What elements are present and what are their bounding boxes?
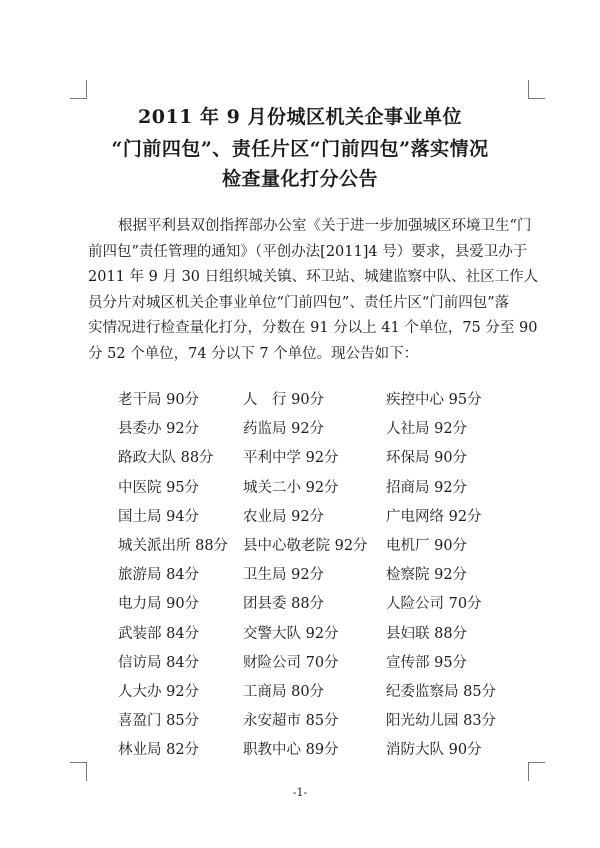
score-row xyxy=(118,476,518,505)
body-line: 员分片对城区机关企事业单位“门前四包”、责任片区“门前四包”落 xyxy=(88,294,510,311)
score-list xyxy=(118,388,518,767)
score-entry: 纪委监察局 85分 xyxy=(386,683,497,700)
score-row xyxy=(118,709,518,738)
score-entry: 路政大队 88分 xyxy=(118,450,214,467)
score-entry: 检察院 92分 xyxy=(386,567,468,584)
score-entry: 人社局 92分 xyxy=(386,421,468,438)
score-entry: 林业局 82分 xyxy=(118,742,200,759)
score-entry: 电力局 90分 xyxy=(118,596,200,613)
score-row xyxy=(118,534,518,563)
score-entry: 广电网络 92分 xyxy=(386,508,482,525)
score-entry: 疾控中心 95分 xyxy=(386,392,482,408)
score-entry: 永安超市 85分 xyxy=(243,713,339,730)
score-entry: 旅游局 84分 xyxy=(118,567,200,584)
score-entry: 城关二小 92分 xyxy=(243,479,339,496)
score-entry: 人大办 92分 xyxy=(118,683,200,700)
score-entry: 人 行 90分 xyxy=(243,392,325,408)
body-line: 分 52 个单位，74 分以下 7 个单位。现公告如下： xyxy=(88,345,419,362)
crop-mark-top-left xyxy=(70,80,87,99)
score-entry: 交警大队 92分 xyxy=(243,625,339,642)
score-entry: 县妇联 88分 xyxy=(386,625,468,642)
score-entry: 平利中学 92分 xyxy=(243,450,339,467)
score-row xyxy=(118,622,518,651)
score-entry: 卫生局 92分 xyxy=(243,567,325,584)
title-line-2: “门前四包”、责任片区“门前四包”落实情况 xyxy=(111,138,489,160)
score-entry: 县委办 92分 xyxy=(118,421,200,438)
score-entry: 喜盈门 85分 xyxy=(118,713,200,730)
crop-mark-bottom-right xyxy=(528,762,545,781)
score-row xyxy=(118,738,518,767)
score-entry: 工商局 80分 xyxy=(243,683,325,700)
score-entry: 招商局 92分 xyxy=(386,479,468,496)
body-line: 实情况进行检查量化打分，分数在 91 分以上 41 个单位，75 分至 90 xyxy=(88,320,538,336)
title-line-3: 检查量化打分公告 xyxy=(221,168,378,190)
crop-mark-top-right xyxy=(528,80,545,99)
score-row xyxy=(118,388,518,417)
score-entry: 电机厂 90分 xyxy=(386,537,468,554)
score-entry: 老干局 90分 xyxy=(118,392,200,408)
score-entry: 武装部 84分 xyxy=(118,625,200,642)
score-entry: 阳光幼儿园 83分 xyxy=(386,713,497,730)
score-row xyxy=(118,417,518,446)
score-entry: 县中心敬老院 92分 xyxy=(243,537,368,554)
body-line: 根据平利县双创指挥部办公室《关于进一步加强城区环境卫生“门 xyxy=(118,218,532,234)
score-row xyxy=(118,651,518,680)
score-row xyxy=(118,680,518,709)
page-number: -1- xyxy=(292,786,308,799)
body-line: 前四包”责任管理的通知》（平创办法[2011]4 号）要求，县爱卫办于 xyxy=(88,243,528,260)
score-entry: 团县委 88分 xyxy=(243,596,325,613)
score-entry: 财险公司 70分 xyxy=(243,654,339,671)
score-entry: 职教中心 89分 xyxy=(243,742,339,759)
body-paragraph xyxy=(88,214,539,367)
score-entry: 药监局 92分 xyxy=(243,421,325,438)
score-entry: 农业局 92分 xyxy=(243,508,325,525)
score-entry: 环保局 90分 xyxy=(386,450,468,467)
title-line-1: 2011 年 9 月份城区机关企事业单位 xyxy=(138,106,462,128)
score-row xyxy=(118,446,518,475)
score-entry: 宣传部 95分 xyxy=(386,654,468,671)
score-entry: 信访局 84分 xyxy=(118,654,200,671)
body-line: 2011 年 9 月 30 日组织城关镇、环卫站、城建监察中队、社区工作人 xyxy=(88,269,539,285)
score-entry: 人险公司 70分 xyxy=(386,596,482,613)
score-entry: 消防大队 90分 xyxy=(386,742,482,759)
score-entry: 国土局 94分 xyxy=(118,508,200,525)
crop-mark-bottom-left xyxy=(70,762,87,781)
score-row xyxy=(118,563,518,592)
score-row xyxy=(118,505,518,534)
score-row xyxy=(118,592,518,621)
score-entry: 城关派出所 88分 xyxy=(118,537,229,554)
score-entry: 中医院 95分 xyxy=(118,479,200,496)
